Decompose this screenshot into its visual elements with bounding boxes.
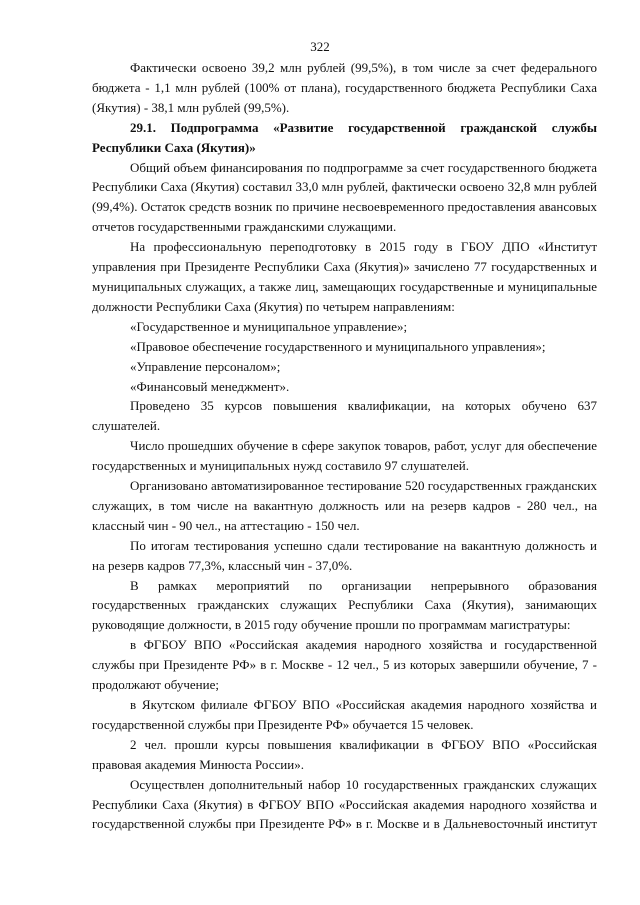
paragraph-testing-results: По итогам тестирования успешно сдали тестирование на вакантную должность и на резерв кадров 77,3%, классный чин - 37,0%. xyxy=(92,537,597,573)
paragraph-procurement-training: Число прошедших обучение в сфере закупок товаров, работ, услуг для обеспечение государственных и муниципальных нужд составило 97 слушателей. xyxy=(92,438,597,474)
section-heading: 29.1. Подпрограмма «Развитие государственной гражданской службы Республики Саха (Якутия)» xyxy=(92,119,597,155)
paragraph-funding-summary: Фактически освоено 39,2 млн рублей (99,5%), в том числе за счет федерального бюджета - 1,1 млн рублей (100% от плана), государственного бюджета Республики Саха (Якутия) - 38,1 млн рублей (99,5%). xyxy=(92,60,597,115)
list-item-direction: «Финансовый менеджмент». xyxy=(130,378,290,394)
paragraph-testing: Организовано автоматизированное тестирование 520 государственных гражданских служащих, в том числе на вакантную должность или на резерв кадров - 280 чел., на классный чин - 90 чел., на аттестацию - 150 чел. xyxy=(92,478,597,533)
paragraph-retraining: На профессиональную переподготовку в 2015 году в ГБОУ ДПО «Институт управления при Президенте Республики Саха (Якутия)» зачислено 77 государственных и муниципальных служащих, а также лиц, замещающих государственные и муниципальные должности Республики Саха (Якутия) по четырем направлениям: xyxy=(92,239,597,314)
list-item-direction: «Государственное и муниципальное управление»; xyxy=(130,318,408,334)
list-item-direction: «Правовое обеспечение государственного и муниципального управления»; xyxy=(130,338,546,354)
paragraph-courses: Проведено 35 курсов повышения квалификации, на которых обучено 637 слушателей. xyxy=(92,398,597,434)
paragraph-ranepa-moscow: в ФГБОУ ВПО «Российская академия народного хозяйства и государственной службы при Президенте РФ» в г. Москве - 12 чел., 5 из которых завершили обучение, 7 - продолжают обучение; xyxy=(92,637,597,693)
page-number: 322 xyxy=(310,39,330,54)
paragraph-ranepa-yakutsk: в Якутском филиале ФГБОУ ВПО «Российская академия народного хозяйства и государственной службы при Президенте РФ» обучается 15 человек. xyxy=(92,697,597,732)
document-body xyxy=(92,58,597,834)
paragraph-law-academy: 2 чел. прошли курсы повышения квалификации в ФГБОУ ВПО «Российская правовая академия Минюста России». xyxy=(92,736,597,772)
paragraph-additional-enrollment: Осуществлен дополнительный набор 10 государственных гражданских служащих Республики Саха (Якутия) в ФГБОУ ВПО «Российская академия народного хозяйства и государственной службы при Президенте РФ» в г. Москве и в Дальневосточный институт xyxy=(92,776,597,832)
paragraph-subprogram-financing: Общий объем финансирования по подпрограмме за счет государственного бюджета Республики Саха (Якутия) составил 33,0 млн рублей, фактически освоено 32,8 млн рублей (99,4%). Остаток средств возник по причине несвоевременного предоставления авансовых отчетов государственными гражданскими служащими. xyxy=(92,159,597,235)
list-item-direction: «Управление персоналом»; xyxy=(130,358,281,374)
paragraph-continuous-education: В рамках мероприятий по организации непрерывного образования государственных гражданских служащих Республики Саха (Якутия), занимающих руководящие должности, в 2015 году обучение прошли по программам магистратуры: xyxy=(92,577,597,633)
